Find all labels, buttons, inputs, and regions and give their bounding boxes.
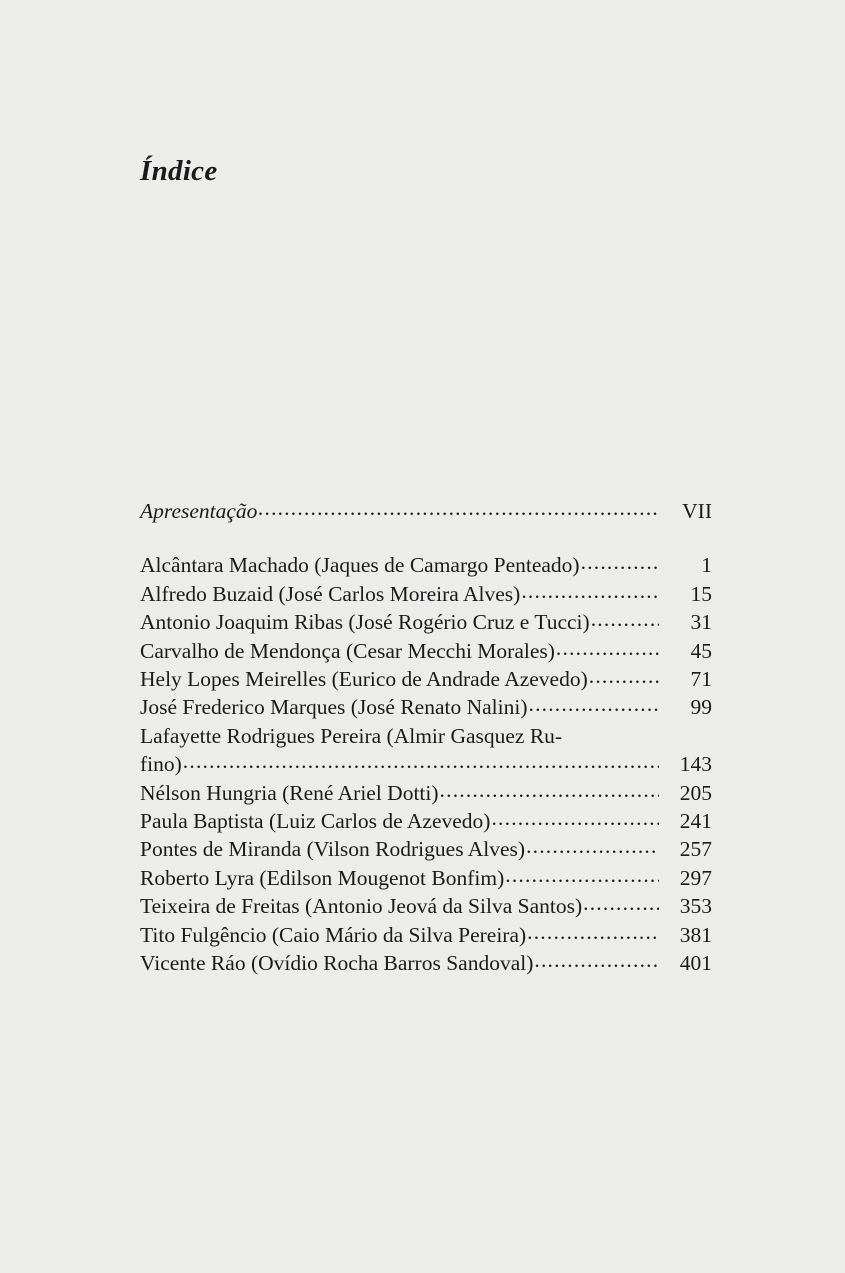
toc-entry-label: Pontes de Miranda (Vilson Rodrigues Alves)	[140, 837, 526, 862]
toc-entry-label-continued: fino)	[140, 752, 182, 777]
toc-entry-page: 143	[679, 752, 712, 777]
toc-entry-page: VII	[682, 499, 712, 523]
toc-entry-preface	[140, 497, 712, 525]
toc-entry	[140, 892, 712, 920]
toc-entry-label: Tito Fulgêncio (Caio Mário da Silva Pereira)	[140, 922, 527, 947]
toc-entry-label: Vicente Ráo (Ovídio Rocha Barros Sandoval)	[140, 951, 534, 976]
toc-entry-label: Paula Baptista (Luiz Carlos de Azevedo)	[140, 809, 491, 834]
toc-entry-label: Alcântara Machado (Jaques de Camargo Penteado)	[140, 553, 580, 578]
toc-entry-page: 353	[679, 894, 712, 919]
toc-leader-dots	[591, 605, 659, 633]
table-of-contents	[140, 497, 712, 978]
toc-leader-dots	[527, 918, 659, 946]
toc-entry	[140, 835, 712, 863]
toc-entry-label: Carvalho de Mendonça (Cesar Mecchi Morales)	[140, 638, 555, 663]
toc-entry-page: 1	[701, 553, 712, 578]
toc-entry	[140, 693, 712, 721]
toc-entry-page: 381	[679, 922, 712, 947]
toc-entry-page: 99	[690, 695, 712, 720]
toc-leader-dots	[589, 662, 659, 690]
toc-leader-dots	[491, 804, 659, 832]
toc-entry	[140, 864, 712, 892]
toc-entry-page: 205	[679, 780, 712, 805]
toc-leader-dots	[583, 889, 659, 917]
toc-entry	[140, 608, 712, 636]
toc-entry	[140, 580, 712, 608]
toc-leader-dots	[526, 832, 659, 860]
toc-entry	[140, 921, 712, 949]
toc-entry-page: 241	[679, 809, 712, 834]
toc-entry-label: Hely Lopes Meirelles (Eurico de Andrade Azevedo)	[140, 667, 588, 692]
toc-entry	[140, 807, 712, 835]
toc-leader-dots	[505, 861, 659, 889]
toc-entry	[140, 722, 712, 779]
page-title: Índice	[140, 155, 218, 187]
toc-entry-label: Apresentação	[140, 499, 258, 523]
toc-entry	[140, 949, 712, 977]
toc-leader-dots	[529, 690, 660, 718]
toc-entry-label: Roberto Lyra (Edilson Mougenot Bonfim)	[140, 865, 505, 890]
toc-entry	[140, 779, 712, 807]
toc-entry	[140, 551, 712, 579]
toc-entry-label: José Frederico Marques (José Renato Nalini)	[140, 695, 528, 720]
toc-entry-page: 31	[690, 610, 712, 635]
toc-entry-label: Lafayette Rodrigues Pereira (Almir Gasquez Ru-	[140, 723, 563, 748]
toc-leader-dots	[556, 634, 659, 662]
toc-entry	[140, 637, 712, 665]
toc-entry-label: Teixeira de Freitas (Antonio Jeová da Silva Santos)	[140, 894, 583, 919]
toc-entry-page: 15	[690, 581, 712, 606]
toc-leader-dots	[581, 548, 659, 576]
toc-entry-page: 257	[679, 837, 712, 862]
toc-leader-dots	[258, 494, 659, 522]
toc-entry	[140, 665, 712, 693]
toc-leader-dots	[521, 577, 659, 605]
toc-leader-dots	[440, 776, 659, 804]
toc-entry-page: 401	[679, 951, 712, 976]
toc-entry-label: Nélson Hungria (René Ariel Dotti)	[140, 780, 439, 805]
toc-entry-page: 71	[690, 667, 712, 692]
toc-entry-page: 297	[679, 865, 712, 890]
toc-entry-label: Antonio Joaquim Ribas (José Rogério Cruz e Tucci)	[140, 610, 590, 635]
toc-entry-page: 45	[690, 638, 712, 663]
toc-leader-dots	[183, 747, 659, 775]
toc-entry-label: Alfredo Buzaid (José Carlos Moreira Alves)	[140, 581, 521, 606]
toc-leader-dots	[534, 946, 659, 974]
